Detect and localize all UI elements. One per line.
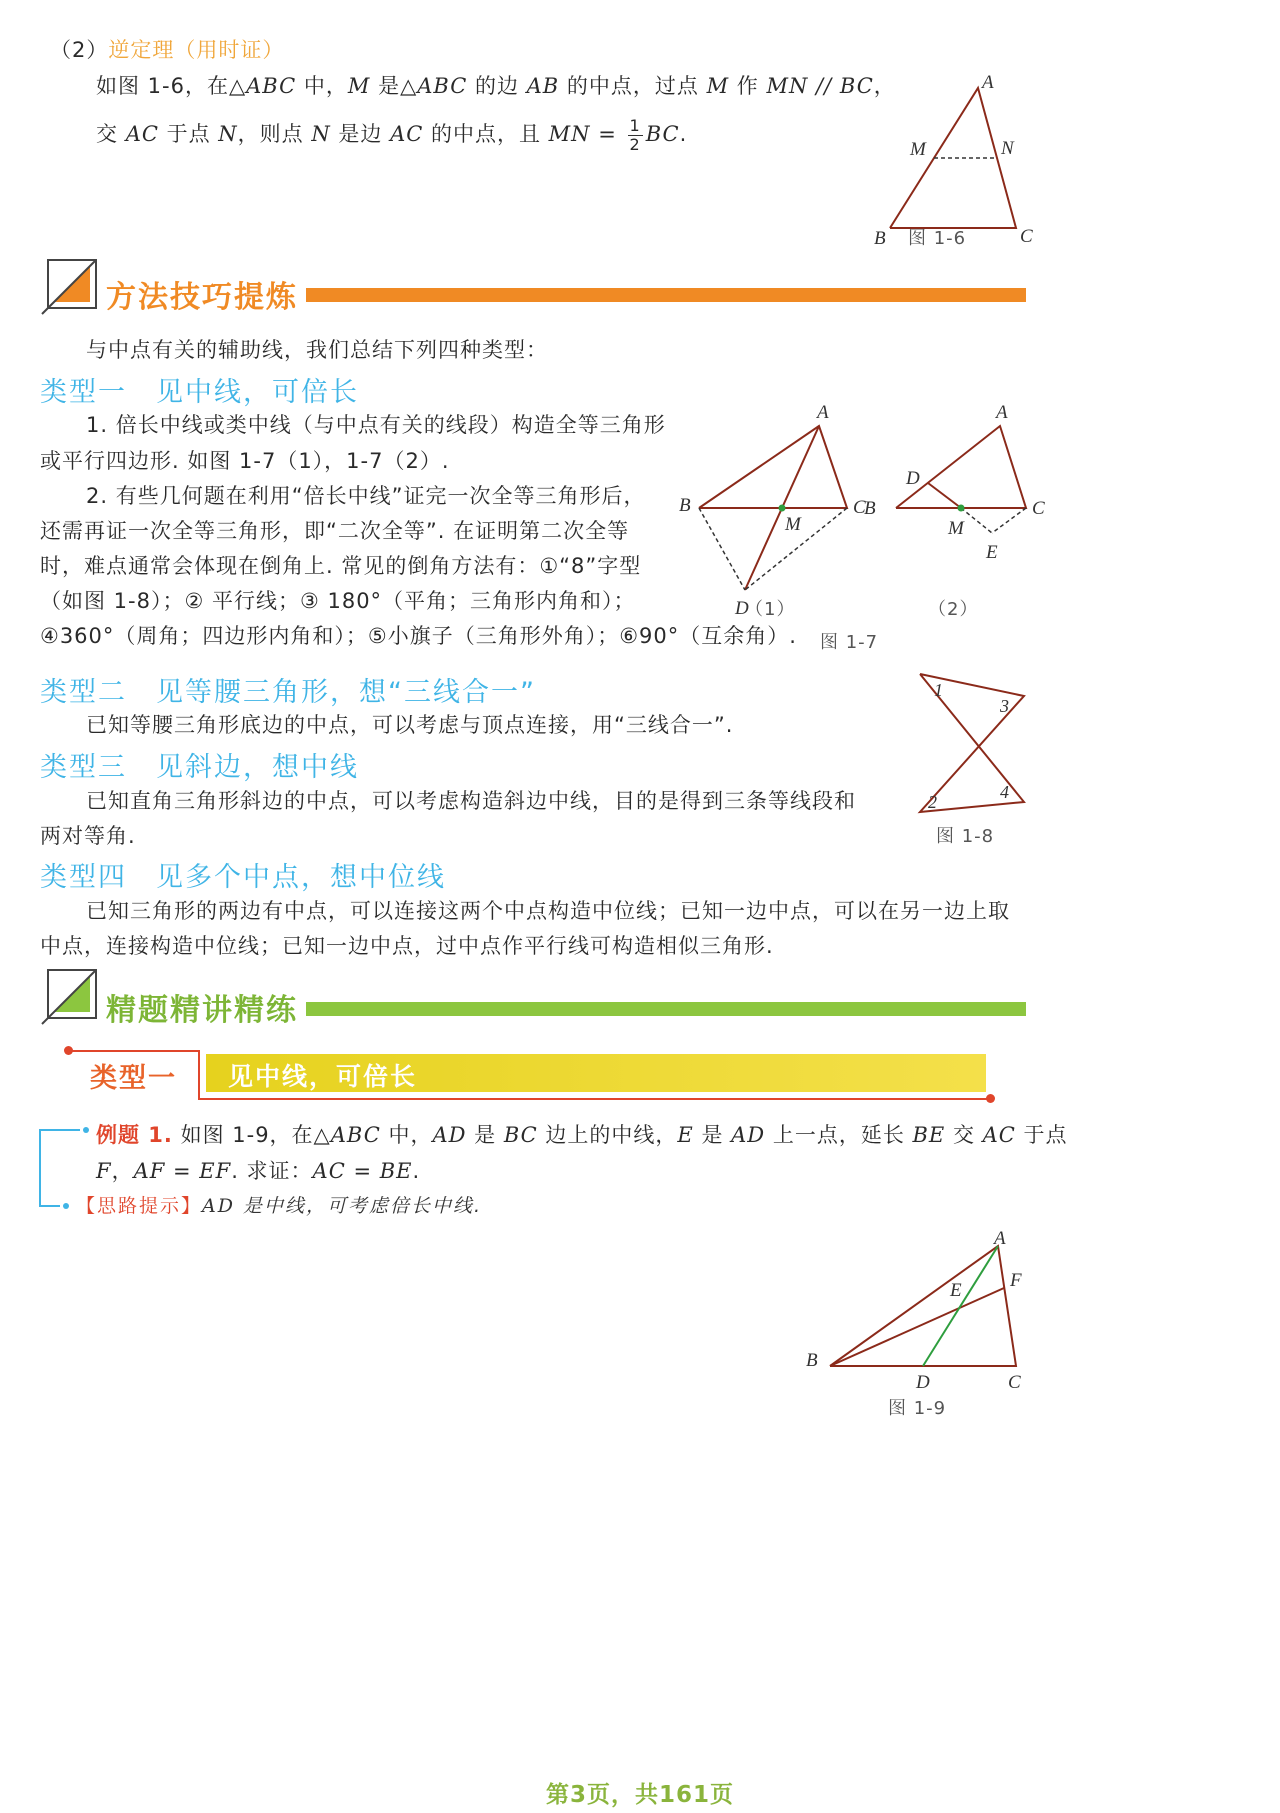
example1-label: 例题 1. xyxy=(96,1123,173,1147)
text-run: . xyxy=(679,122,688,146)
label-e: E xyxy=(986,542,998,563)
label-b: B xyxy=(806,1350,818,1371)
type-banner xyxy=(68,1050,1008,1102)
math-run: BC xyxy=(645,122,680,146)
text-run: . xyxy=(412,1159,421,1183)
fig-1-8-caption: 图 1-8 xyxy=(936,826,995,847)
inverse-number: （2） xyxy=(50,38,109,62)
fig-1-6-caption: 图 1-6 xyxy=(908,228,967,249)
label-e: E xyxy=(950,1280,962,1301)
inverse-line-1 xyxy=(96,66,896,106)
banner-dot-left xyxy=(64,1046,73,1055)
type1-line: 时，难点通常会体现在倒角上. 常见的倒角方法有：①“8”字型 xyxy=(40,554,642,578)
angle-3-label: 3 xyxy=(1000,696,1009,716)
text-run: 是边 xyxy=(330,122,391,146)
document-page xyxy=(20,30,1262,1775)
label-d: D xyxy=(735,598,749,619)
angle-1-label: 1 xyxy=(934,680,943,700)
triangle-abc xyxy=(699,426,847,508)
math-run: F xyxy=(96,1159,112,1183)
math-run: MN xyxy=(548,122,591,146)
segment-bf xyxy=(830,1288,1004,1366)
type1-heading: 类型一 见中线，可倍长 xyxy=(40,377,359,408)
type2-heading: 类型二 见等腰三角形，想“三线合一” xyxy=(40,677,536,708)
label-c: C xyxy=(853,497,866,518)
section-bar-green xyxy=(306,1002,1026,1016)
text-run: . 求证： xyxy=(231,1159,313,1183)
math-run: AD xyxy=(731,1123,766,1147)
figure-1-9 xyxy=(800,1230,1040,1400)
inverse-theorem-header xyxy=(50,30,284,70)
label-m: M xyxy=(910,139,926,160)
angle-2-label: 2 xyxy=(928,792,937,812)
math-run: AC xyxy=(982,1123,1016,1147)
text-run: 的中点，过点 xyxy=(559,74,707,98)
math-run: AD xyxy=(202,1195,235,1217)
fig-1-7-sub-2: （2） xyxy=(928,599,979,620)
math-run: ABC xyxy=(330,1123,381,1147)
text-run: 中， xyxy=(296,74,348,98)
label-c: C xyxy=(1008,1372,1021,1393)
section-title-practice: 精题精讲精练 xyxy=(106,993,298,1028)
banner-line-vertical xyxy=(198,1050,200,1098)
type4-line: 中点，连接构造中位线；已知一边中点，过中点作平行线可构造相似三角形. xyxy=(40,934,774,958)
math-run: BC xyxy=(839,74,874,98)
text-run: 于点 xyxy=(1015,1123,1068,1147)
figure-1-8 xyxy=(900,666,1040,826)
type3-line: 已知直角三角形斜边的中点，可以考虑构造斜边中线，目的是得到三条等线段和 xyxy=(86,789,856,813)
text-run: 的中点，且 xyxy=(423,122,549,146)
text-run: ， xyxy=(873,74,896,98)
hint-label: 【思路提示】 xyxy=(76,1195,203,1217)
label-d: D xyxy=(906,468,920,489)
label-a: A xyxy=(996,402,1008,423)
label-a: A xyxy=(982,72,994,93)
type3-heading: 类型三 见斜边，想中线 xyxy=(40,752,359,783)
label-b: B xyxy=(874,228,886,249)
math-run: EF xyxy=(199,1159,232,1183)
text-run: 是 xyxy=(466,1123,504,1147)
hint-text: 是中线，可考虑倍长中线. xyxy=(234,1195,483,1217)
type1-line: （如图 1-8）；② 平行线；③ 180°（平角；三角形内角和）； xyxy=(40,589,636,613)
fraction-one-half xyxy=(628,117,643,154)
text-run: 如图 1-6，在△ xyxy=(96,74,247,98)
label-m: M xyxy=(785,514,801,535)
section-bar-orange xyxy=(306,288,1026,302)
segment-dm xyxy=(928,483,961,508)
section-icon-green xyxy=(40,966,100,1026)
fraction-numerator: 1 xyxy=(629,115,641,135)
dashed-ce xyxy=(992,508,1026,533)
math-run: E xyxy=(677,1123,694,1147)
math-run: ABC xyxy=(246,74,297,98)
label-b: B xyxy=(864,498,876,519)
example1-line-1 xyxy=(96,1115,1068,1155)
math-run: AC xyxy=(312,1159,346,1183)
math-run: M xyxy=(347,74,371,98)
label-n: N xyxy=(1001,138,1014,159)
text-run: = xyxy=(165,1159,200,1183)
triangle-abc xyxy=(890,88,1016,228)
text-run: ， xyxy=(111,1159,134,1183)
label-d: D xyxy=(916,1372,930,1393)
example1-hint xyxy=(76,1188,482,1224)
type3-line: 两对等角. xyxy=(40,824,136,848)
type1-line: 还需再证一次全等三角形，即“二次全等”. 在证明第二次全等 xyxy=(40,519,630,543)
type1-line: 2. 有些几何题在利用“倍长中线”证完一次全等三角形后， xyxy=(86,484,646,508)
methods-intro: 与中点有关的辅助线，我们总结下列四种类型： xyxy=(86,338,548,362)
label-f: F xyxy=(1010,1270,1022,1291)
section-title-methods: 方法技巧提炼 xyxy=(106,280,298,315)
dashed-me xyxy=(961,508,992,533)
label-c: C xyxy=(1032,498,1045,519)
text-run: 中， xyxy=(380,1123,433,1147)
text-run: 交 xyxy=(96,122,126,146)
type2-text: 已知等腰三角形底边的中点，可以考虑与顶点连接，用“三线合一”. xyxy=(86,713,734,737)
figure-1-7-part-1 xyxy=(675,368,866,619)
fig-1-7-sub-1: （1） xyxy=(745,599,796,620)
page-number-footer: 第3页，共161页 xyxy=(545,1782,734,1808)
figure-1-7-part-2 xyxy=(860,368,1060,588)
triangle-abc xyxy=(896,426,1026,508)
math-run: AD xyxy=(432,1123,467,1147)
text-run: = xyxy=(590,122,625,146)
math-run: AC xyxy=(390,122,424,146)
text-run: 边上的中线， xyxy=(537,1123,678,1147)
inverse-title: 逆定理（用时证） xyxy=(108,38,285,62)
math-run: BE xyxy=(379,1159,413,1183)
banner-label: 类型一 xyxy=(90,1063,177,1094)
text-run: 作 xyxy=(729,74,767,98)
text-run: 交 xyxy=(945,1123,983,1147)
label-c: C xyxy=(1020,226,1033,247)
type1-line: 1. 倍长中线或类中线（与中点有关的线段）构造全等三角形 xyxy=(86,413,666,437)
label-b: B xyxy=(679,495,691,516)
text-run: 是 xyxy=(693,1123,732,1147)
label-a: A xyxy=(817,402,829,423)
fig-1-7-caption: 图 1-7 xyxy=(820,632,879,653)
fraction-denominator: 2 xyxy=(629,134,641,154)
text-run: 于点 xyxy=(158,122,219,146)
type4-heading: 类型四 见多个中点，想中位线 xyxy=(40,862,446,893)
math-run: BE xyxy=(912,1123,946,1147)
math-run: N xyxy=(311,122,331,146)
text-run: 如图 1-9，在△ xyxy=(172,1123,331,1147)
angle-4-label: 4 xyxy=(1000,782,1009,802)
math-run: M xyxy=(706,74,730,98)
text-run: ，则点 xyxy=(237,122,312,146)
type4-line: 已知三角形的两边有中点，可以连接这两个中点构造中位线；已知一边中点，可以在另一边上取 xyxy=(86,899,1010,923)
banner-dot-right xyxy=(986,1094,995,1103)
text-run: 是△ xyxy=(370,74,418,98)
math-run: AB xyxy=(526,74,560,98)
banner-line-top xyxy=(68,1050,198,1052)
type1-line: 或平行四边形. 如图 1-7（1），1-7（2）. xyxy=(40,449,450,473)
label-a: A xyxy=(994,1228,1006,1249)
math-run: N xyxy=(218,122,238,146)
median-ad xyxy=(923,1246,998,1366)
example1-line-2 xyxy=(96,1151,420,1191)
math-run: ABC xyxy=(417,74,468,98)
inverse-line-2 xyxy=(96,114,687,154)
math-run: AF xyxy=(133,1159,166,1183)
banner-title-box xyxy=(206,1054,986,1092)
fig-1-9-caption: 图 1-9 xyxy=(888,1398,947,1419)
label-m: M xyxy=(948,518,964,539)
midpoint-m-dot xyxy=(779,505,786,512)
triangle-abc xyxy=(830,1246,1016,1366)
banner-line-bottom xyxy=(198,1098,990,1100)
math-run: MN xyxy=(766,74,809,98)
type1-line: ④360°（周角；四边形内角和）；⑤小旗子（三角形外角）；⑥90°（互余角）. xyxy=(40,624,797,648)
dashed-bd xyxy=(699,508,745,590)
text-run: 的边 xyxy=(467,74,527,98)
text-run: = xyxy=(345,1159,380,1183)
midpoint-m-dot xyxy=(958,505,965,512)
section-icon-orange xyxy=(40,256,100,316)
math-run: // xyxy=(808,74,840,98)
math-run: AC xyxy=(125,122,159,146)
math-run: BC xyxy=(503,1123,538,1147)
text-run: 上一点，延长 xyxy=(765,1123,913,1147)
banner-title: 见中线，可倍长 xyxy=(228,1062,418,1091)
